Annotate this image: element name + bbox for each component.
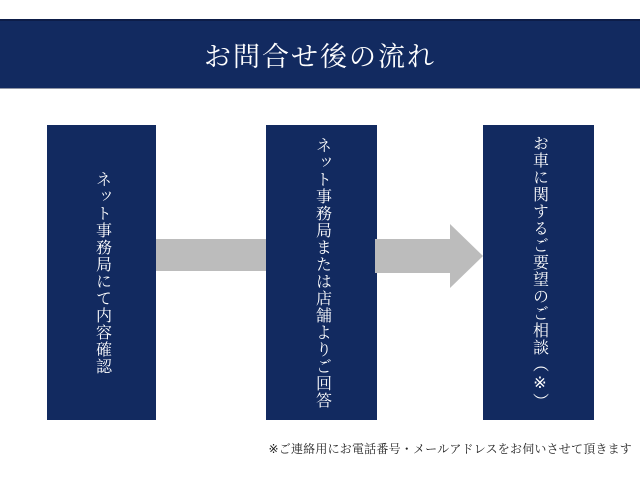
flow-step-3-label: お車に関するご要望のご相談（※） [530, 135, 548, 410]
flow-step-3 [483, 125, 594, 420]
flow-arrow-2-right-icon [450, 224, 483, 288]
flow-arrow-1 [156, 239, 266, 271]
footnote: ※ご連絡用にお電話番号・メールアドレスをお伺いさせて頂きます [268, 442, 632, 456]
page-title: お問合せ後の流れ [204, 42, 436, 72]
header-band [0, 19, 640, 89]
flow-step-2 [266, 125, 377, 420]
flow-step-1 [47, 125, 156, 420]
flow-arrow-2-shaft [375, 239, 450, 273]
flow-step-1-label: ネット事務局にて内容確認 [93, 170, 111, 375]
flow-step-2-label: ネット事務局または店舗よりご回答 [313, 136, 331, 409]
